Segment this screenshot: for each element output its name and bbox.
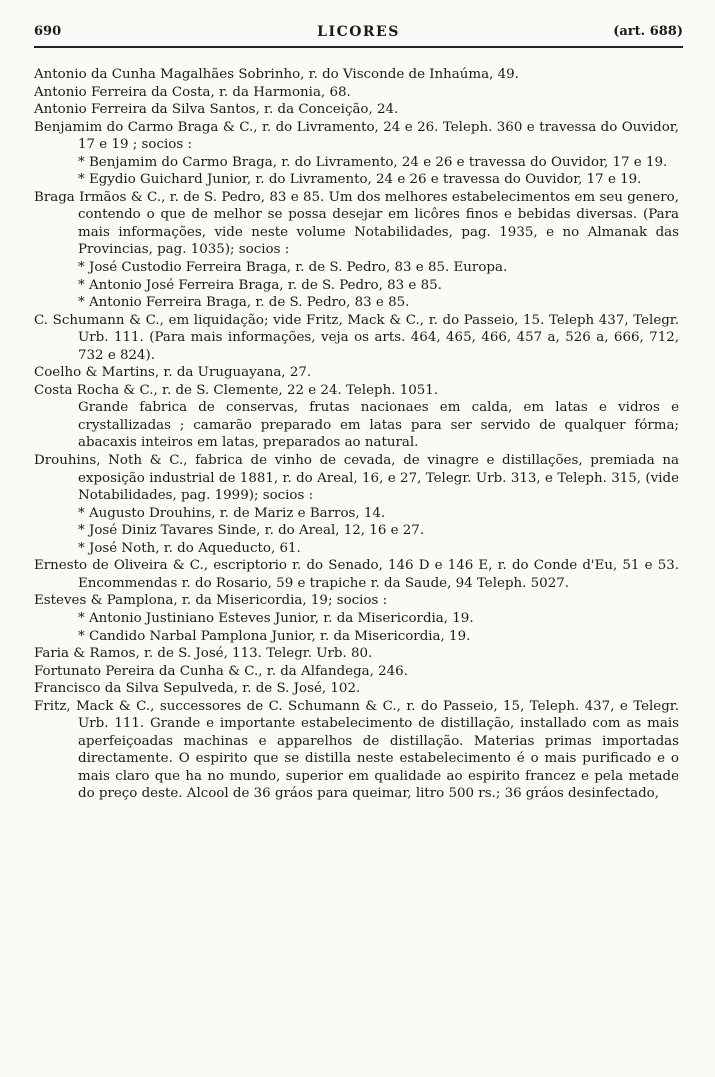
directory-entry: Fortunato Pereira da Cunha & C., r. da Alfandega, 246. [34,663,408,679]
directory-entry: Esteves & Pamplona, r. da Misericordia, 19; socios : [34,593,388,609]
directory-entry: Braga Irmãos & C., r. de S. Pedro, 83 e 85. Um dos melhores estabelecimentos em seu genero, contendo o que de melhor se possa desejar em licôres finos e bebidas diversas. (Para mais informações, vide neste volume Notabilidades, pag. 1935, e no Almanak das Provincias, pag. 1035); socios : [34,189,679,258]
directory-entry: Benjamim do Carmo Braga & C., r. do Livramento, 24 e 26. Teleph. 360 e travessa do Ouvidor, 17 e 19 ; socios : [34,119,679,153]
partner-entry: * Augusto Drouhins, r. de Mariz e Barros, 14. [78,505,386,521]
partner-entry: * Antonio José Ferreira Braga, r. de S. Pedro, 83 e 85. [78,277,442,293]
page-header [34,20,683,48]
partner-entry: * Benjamim do Carmo Braga, r. do Livramento, 24 e 26 e travessa do Ouvidor, 17 e 19. [78,154,668,170]
page-number: 690 [34,24,62,39]
partner-entry: * Antonio Justiniano Esteves Junior, r. da Misericordia, 19. [78,610,474,626]
partner-entry: * Antonio Ferreira Braga, r. de S. Pedro, 83 e 85. [78,295,410,311]
directory-entry: Francisco da Silva Sepulveda, r. de S. José, 102. [34,681,361,697]
directory-entry: Fritz, Mack & C., successores de C. Schumann & C., r. do Passeio, 15, Teleph. 437, e Telegr. Urb. 111. Grande e importante estabelecimento de distillação, installado com as mais aperfeiçoadas machinas e apparelhos de distillação. Materias primas importadas directamente. O espirito que se distilla neste estabelecimento é o mais purificado e o mais claro que ha no mundo, superior em qualidade ao espirito francez e pela metade do preço deste. Alcool de 36 gráos para queimar, litro 500 rs.; 36 gráos desinfectado, [34,698,679,802]
directory-entry: Costa Rocha & C., r. de S. Clemente, 22 e 24. Teleph. 1051. [34,382,439,398]
partner-entry: * José Diniz Tavares Sinde, r. do Areal, 12, 16 e 27. [78,523,425,539]
partner-entry: * Egydio Guichard Junior, r. do Livramento, 24 e 26 e travessa do Ouvidor, 17 e 19. [78,172,642,188]
directory-entry: Antonio Ferreira da Costa, r. da Harmonia, 68. [34,84,351,100]
directory-entry: Ernesto de Oliveira & C., escriptorio r. do Senado, 146 D e 146 E, r. do Conde d'Eu, 51 e 53. Encommendas r. do Rosario, 59 e trapiche r. da Saude, 94 Teleph. 5027. [34,558,679,591]
directory-entry: Antonio Ferreira da Silva Santos, r. da Conceição, 24. [34,102,399,118]
directory-entry: C. Schumann & C., em liquidação; vide Fritz, Mack & C., r. do Passeio, 15. Teleph 437, Telegr. Urb. 111. (Para mais informações, veja os arts. 464, 465, 466, 457 a, 526 a, 666, 712, 732 e 824). [34,312,679,363]
partner-entry: * José Custodio Ferreira Braga, r. de S. Pedro, 83 e 85. Europa. [78,260,508,276]
directory-entry: Faria & Ramos, r. de S. José, 113. Telegr. Urb. 80. [34,646,373,662]
directory-entry: Coelho & Martins, r. da Uruguayana, 27. [34,365,312,381]
directory-entry: Antonio da Cunha Magalhães Sobrinho, r. do Visconde de Inhaúma, 49. [34,67,519,82]
directory-entry: Drouhins, Noth & C., fabrica de vinho de cevada, de vinagre e distillações, premiada na exposição industrial de 1881, r. do Areal, 16, e 27, Telegr. Urb. 313, e Teleph. 315, (vide Notabilidades, pag. 1999); socios : [34,453,679,504]
entry-description: Grande fabrica de conservas, frutas nacionaes em calda, em latas e vidros e crystallizadas ; camarão preparado em latas para ser servido de qualquer fórma; abacaxis inteiros em latas, preparados ao natural. [78,400,679,451]
partner-entry: * José Noth, r. do Aqueducto, 61. [78,540,301,556]
directory-listing [34,66,679,803]
article-reference: (art. 688) [613,24,683,39]
partner-entry: * Candido Narbal Pamplona Junior, r. da Misericordia, 19. [78,628,471,644]
section-title: LICORES [317,24,400,40]
